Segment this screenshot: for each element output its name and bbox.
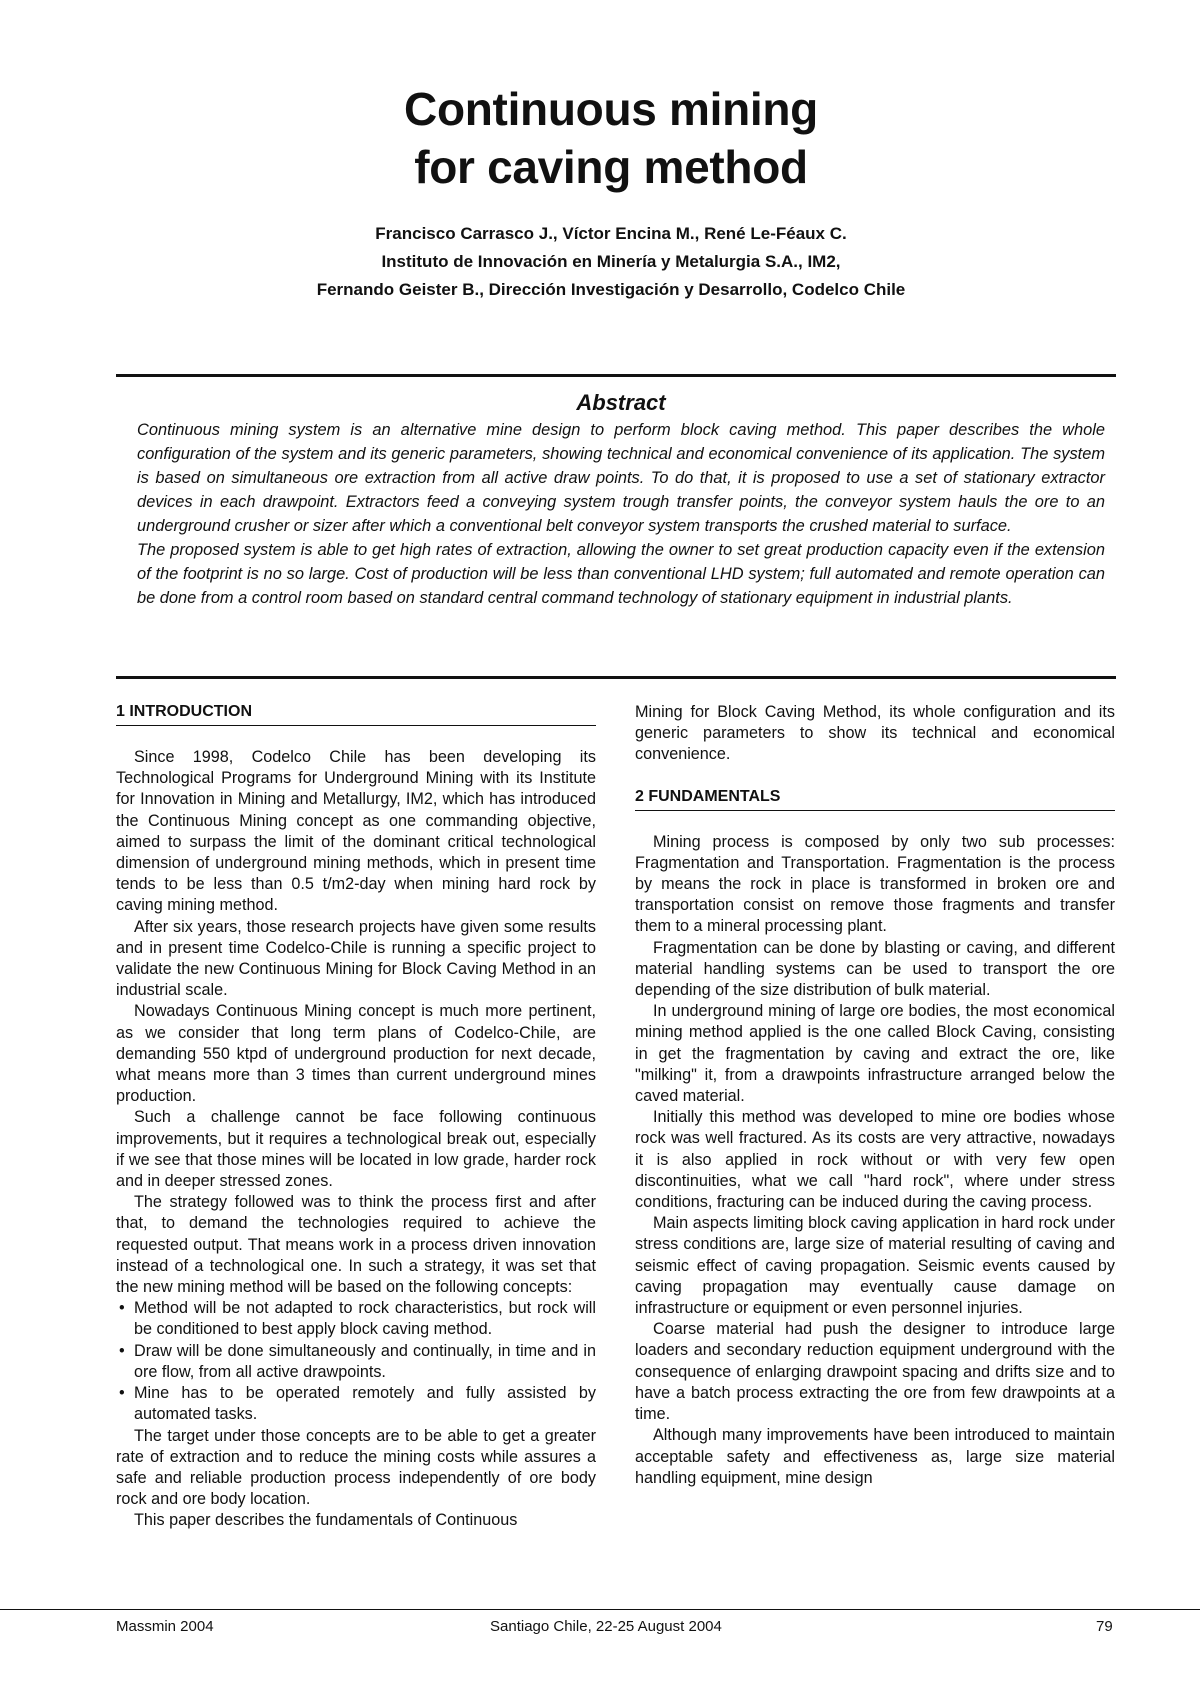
- list-item: • Mine has to be operated remotely and fully assisted by automated tasks.: [116, 1383, 596, 1425]
- footer-conference: Massmin 2004: [116, 1618, 214, 1635]
- authors-line-1: Francisco Carrasco J., Víctor Encina M., René Le-Féaux C.: [375, 224, 847, 243]
- page-number: 79: [1096, 1618, 1113, 1635]
- intro-paragraph-4: Such a challenge cannot be face following continuous improvements, but it requires a technological break out, especially if we see that those mines will be located in low grade, harder rock and in deeper stressed zones.: [116, 1108, 596, 1191]
- footer-location-date: Santiago Chile, 22-25 August 2004: [490, 1618, 722, 1635]
- fundamentals-paragraph-5: Main aspects limiting block caving application in hard rock under stress conditions are, large size of material resulting of caving and seismic effect of caving propagation. Seismic events caused by caving propagation may eventually cause damage on infrastructure or equipment or even personnel injuries.: [635, 1214, 1115, 1318]
- list-item: • Draw will be done simultaneously and continually, in time and in ore flow, from all active drawpoints.: [116, 1341, 596, 1383]
- authors: [0, 220, 1200, 304]
- abstract-heading: Abstract: [576, 390, 666, 415]
- section-heading-fundamentals: 2 FUNDAMENTALS: [635, 787, 1115, 811]
- abstract-paragraph-2: The proposed system is able to get high rates of extraction, allowing the owner to set great production capacity even if the extension of the footprint is no so large. Cost of production will be less than conventional LHD system; full automated and remote operation can be done from a control room based on standard central command technology of stationary equipment in industrial plants.: [137, 541, 1105, 607]
- intro-paragraph-1: Since 1998, Codelco Chile has been developing its Technological Programs for Underground Mining with its Institute for Innovation in Mining and Metallurgy, IM2, which has introduced the Continuous Mining concept as one commanding objective, aimed to surpass the limit of the dominant critical technological dimension of underground mining methods, which in present time tends to be less than 0.5 t/m2-day when mining hard rock by caving mining method.: [116, 748, 596, 915]
- authors-line-3: Fernando Geister B., Dirección Investigación y Desarrollo, Codelco Chile: [316, 280, 906, 299]
- intro-paragraph-3: Nowadays Continuous Mining concept is much more pertinent, as we consider that long term plans of Codelco-Chile, are demanding 550 ktpd of underground production for next decade, what means more than 3 times than current underground mines production.: [116, 1002, 596, 1106]
- left-column: [116, 702, 596, 1532]
- right-column: [635, 702, 1115, 1489]
- footer-rule: [0, 1609, 1200, 1610]
- title-line-2: for caving method: [414, 141, 808, 193]
- intro-continuation: Mining for Block Caving Method, its whole configuration and its generic parameters to show its technical and economical convenience.: [635, 703, 1115, 764]
- fundamentals-paragraph-6: Coarse material had push the designer to introduce large loaders and secondary reduction equipment underground with the consequence of enlarging drawpoint spacing and drifts size and to have a batch process extracting the ore from few drawpoints at a time.: [635, 1320, 1115, 1424]
- abstract-bottom-rule: [116, 676, 1116, 679]
- intro-paragraph-5: The strategy followed was to think the process first and after that, to demand the technologies required to achieve the requested output. That means work in a process driven innovation instead of a technological one. In such a strategy, it was set that the new mining method will be based on the following concepts:: [116, 1193, 596, 1297]
- section-heading-introduction: 1 INTRODUCTION: [116, 702, 596, 726]
- intro-paragraph-7: This paper describes the fundamentals of Continuous: [134, 1511, 518, 1530]
- title-line-1: Continuous mining: [404, 83, 818, 135]
- fundamentals-paragraph-1: Mining process is composed by only two sub processes: Fragmentation and Transportation. Fragmentation is the process by means the rock in place is transformed in broken ore and transportation consist on remove those fragments and transfer them to a mineral processing plant.: [635, 832, 1115, 936]
- top-rule: [116, 374, 1116, 377]
- abstract-paragraph-1: Continuous mining system is an alternative mine design to perform block caving method. This paper describes the whole configuration of the system and its generic parameters, showing technical and economical convenience of its application. The system is based on simultaneous ore extraction from all active draw points. To do that, it is proposed to use a set of stationary extractor devices in each drawpoint. Extractors feed a conveying system trough transfer points, the conveyor system hauls the ore to an underground crusher or sizer after which a conventional belt conveyor system transports the crushed material to surface.: [137, 421, 1105, 535]
- fundamentals-paragraph-4: Initially this method was developed to mine ore bodies whose rock was well fractured. As its costs are very attractive, nowadays it is also applied in rock without or with very few open discontinuities, what we call "hard rock", where under stress conditions, fracturing can be induced during the caving process.: [635, 1108, 1115, 1212]
- abstract: [137, 388, 1105, 610]
- intro-paragraph-2: After six years, those research projects have given some results and in present time Codelco-Chile is running a specific project to validate the new Continuous Mining for Block Caving Method in an industrial scale.: [116, 917, 596, 1000]
- authors-line-2: Instituto de Innovación en Minería y Metalurgia S.A., IM2,: [381, 252, 841, 271]
- title-block: [0, 80, 1200, 304]
- intro-paragraph-6: The target under those concepts are to be able to get a greater rate of extraction and to reduce the mining costs while assures a safe and reliable production process independently of ore body rock and ore body location.: [116, 1426, 596, 1509]
- list-item: • Method will be not adapted to rock characteristics, but rock will be conditioned to best apply block caving method.: [116, 1298, 596, 1340]
- fundamentals-paragraph-3: In underground mining of large ore bodies, the most economical mining method applied is the one called Block Caving, consisting in get the fragmentation by caving and extract the ore, like "milking" it, from a drawpoints infrastructure arranged below the caved material.: [635, 1002, 1115, 1106]
- fundamentals-paragraph-7: Although many improvements have been introduced to maintain acceptable safety and effectiveness as, large size material handling equipment, mine design: [635, 1426, 1115, 1487]
- paper-title: [0, 80, 1200, 196]
- fundamentals-paragraph-2: Fragmentation can be done by blasting or caving, and different material handling systems can be used to transport the ore depending of the size distribution of bulk material.: [635, 938, 1115, 1000]
- concepts-list: [116, 1298, 596, 1425]
